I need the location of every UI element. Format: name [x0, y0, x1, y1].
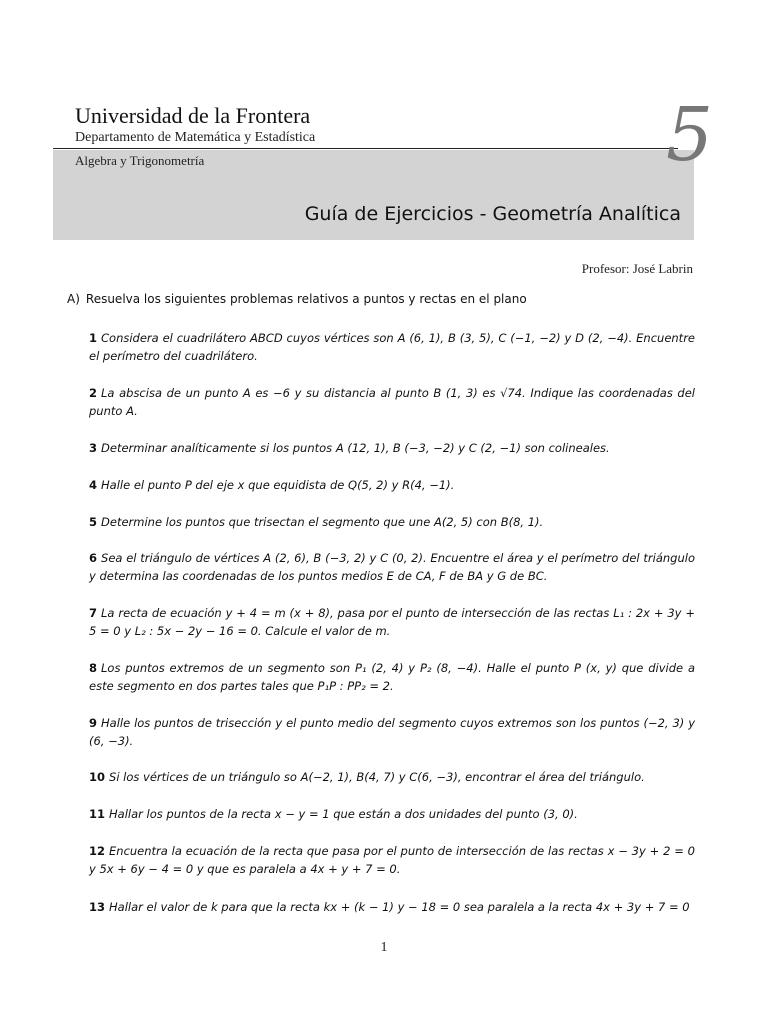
exercise-number: 12	[89, 844, 106, 858]
exercise-number: 9	[89, 716, 98, 730]
exercise-number: 8	[89, 661, 98, 675]
exercise-1	[89, 329, 695, 365]
exercise-6	[89, 549, 695, 585]
exercise-number: 5	[89, 515, 98, 529]
exercise-number: 4	[89, 478, 98, 492]
exercise-text: La recta de ecuación y + 4 = m (x + 8), pasa por el punto de intersección de las rectas L₁ : 2x + 3y + 5 = 0 y L₂ : 5x − 2y − 16 = 0. Calcule el valor de m.	[89, 606, 695, 638]
exercise-text: Encuentra la ecuación de la recta que pasa por el punto de intersección de las rectas x − 3y + 2 = 0 y 5x + 6y − 4 = 0 y que es paralela a 4x + y + 7 = 0.	[89, 844, 695, 876]
exercise-text: La abscisa de un punto A es −6 y su distancia al punto B (1, 3) es √74. Indique las coordenadas del punto A.	[89, 386, 695, 418]
exercise-3	[89, 439, 695, 457]
exercise-text: Si los vértices de un triángulo so A(−2, 1), B(4, 7) y C(6, −3), encontrar el área del triángulo.	[109, 770, 645, 784]
department-name: Departamento de Matemática y Estadística	[75, 130, 316, 145]
exercise-text: Halle los puntos de trisección y el punto medio del segmento cuyos extremos son los puntos (−2, 3) y (6, −3).	[89, 716, 695, 748]
exercise-4	[89, 476, 695, 494]
exercise-number: 11	[89, 807, 106, 821]
exercise-number: 10	[89, 770, 106, 784]
exercise-number: 6	[89, 551, 98, 565]
exercise-9	[89, 714, 695, 750]
header-rule	[53, 148, 678, 149]
university-name: Universidad de la Frontera	[75, 103, 311, 128]
exercise-number: 7	[89, 606, 98, 620]
exercise-8	[89, 659, 695, 695]
exercise-number: 1	[89, 331, 98, 345]
exercise-text: Determine los puntos que trisectan el segmento que une A(2, 5) con B(8, 1).	[101, 515, 544, 529]
exercise-text: Hallar el valor de k para que la recta kx + (k − 1) y − 18 = 0 sea paralela a la recta 4x + 3y + 7 = 0	[109, 900, 690, 914]
exercise-text: Sea el triángulo de vértices A (2, 6), B (−3, 2) y C (0, 2). Encuentre el área y el perímetro del triángulo y determina las coordenadas de los puntos medios E de CA, F de BA y G de BC.	[89, 551, 695, 583]
exercise-number: 2	[89, 386, 98, 400]
section-heading	[67, 292, 527, 306]
exercise-2	[89, 384, 695, 420]
exercise-7	[89, 604, 695, 640]
exercise-13	[89, 898, 695, 916]
guide-title: Guía de Ejercicios - Geometría Analítica	[304, 203, 681, 225]
exercise-12	[89, 842, 695, 878]
section-title: Resuelva los siguientes problemas relativos a puntos y rectas en el plano	[85, 292, 527, 306]
exercise-text: Halle el punto P del eje x que equidista de Q(5, 2) y R(4, −1).	[101, 478, 455, 492]
exercise-text: Considera el cuadrilátero ABCD cuyos vértices son A (6, 1), B (3, 5), C (−1, −2) y D (2, −4). Encuentre el perímetro del cuadrilátero.	[89, 331, 695, 363]
exercise-text: Determinar analíticamente si los puntos A (12, 1), B (−3, −2) y C (2, −1) son colineales.	[101, 441, 610, 455]
chapter-number: 5	[666, 92, 714, 178]
exercise-number: 3	[89, 441, 98, 455]
course-name: Algebra y Trigonometría	[75, 153, 205, 168]
professor-name: Profesor: José Labrin	[581, 261, 693, 276]
section-letter: A)	[67, 292, 80, 306]
exercise-text: Los puntos extremos de un segmento son P₁ (2, 4) y P₂ (8, −4). Halle el punto P (x, y) que divide a este segmento en dos partes tales que P₁P : PP₂ = 2.	[89, 661, 695, 693]
exercise-11	[89, 805, 695, 823]
exercise-text: Hallar los puntos de la recta x − y = 1 que están a dos unidades del punto (3, 0).	[109, 807, 578, 821]
page-number: 1	[380, 940, 388, 955]
exercise-5	[89, 513, 695, 531]
exercise-number: 13	[89, 900, 106, 914]
exercise-10	[89, 768, 695, 786]
